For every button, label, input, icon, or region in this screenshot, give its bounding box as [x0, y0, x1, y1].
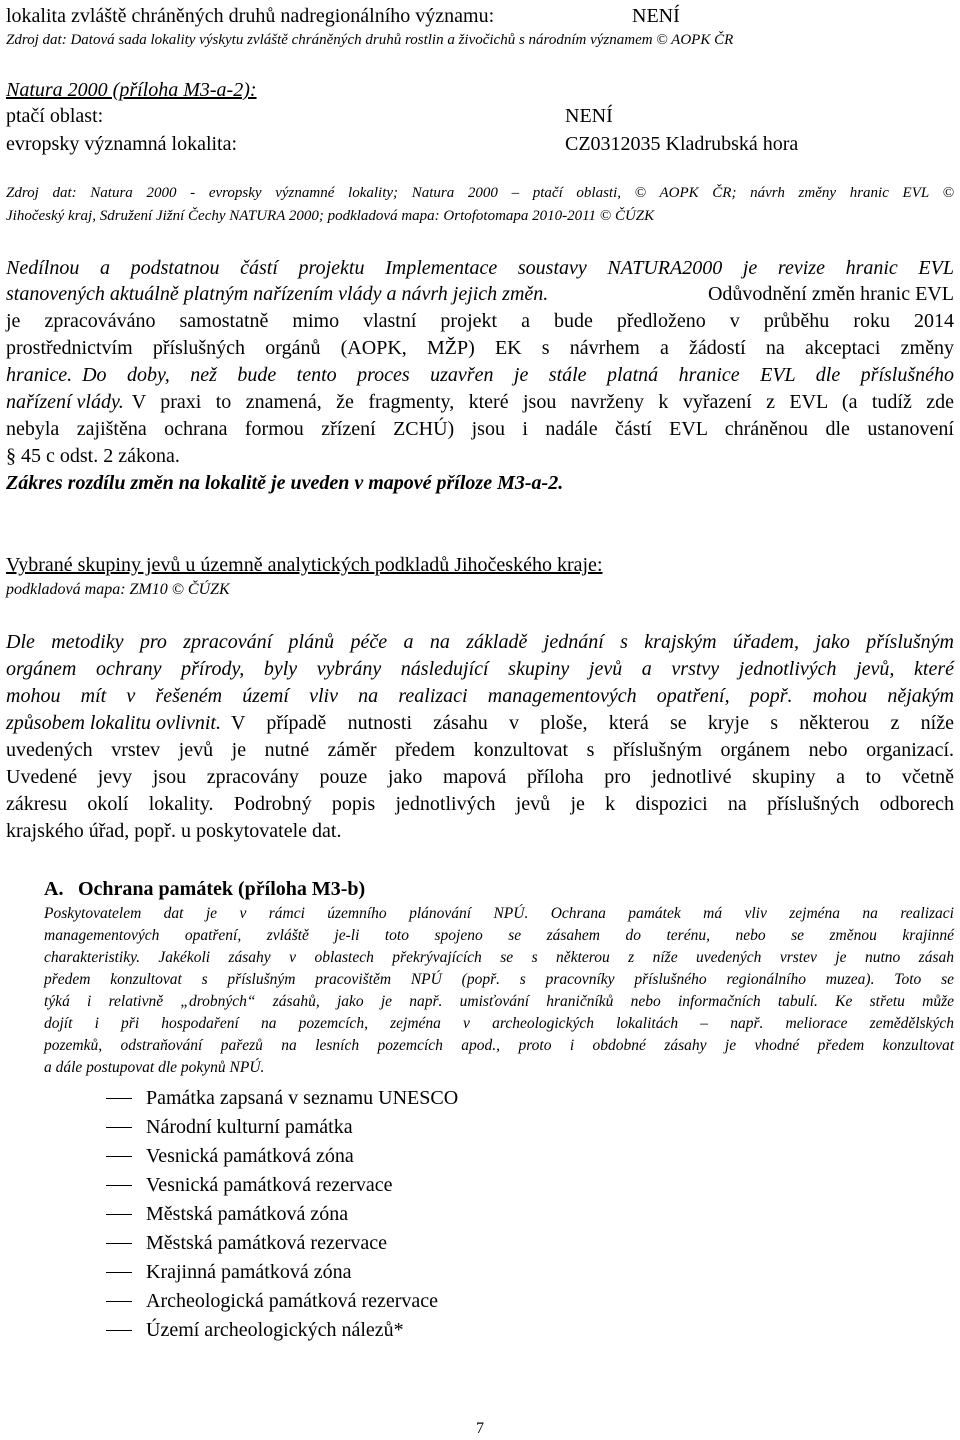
groups-line-8: krajského úřad, popř. u poskytovatele dat. — [6, 820, 342, 842]
section-a-line-7: a dále postupovat dle pokynů NPÚ. — [44, 1059, 265, 1076]
groups-line-0: Dle metodiky pro zpracování plánů péče a na základě jednání s krajským úřadem, jako příslušným — [6, 631, 954, 653]
dash-icon — [106, 1214, 132, 1216]
page-number: 7 — [476, 1420, 484, 1437]
list-item — [106, 1115, 353, 1139]
list-item — [106, 1318, 404, 1342]
section-a-marker: A. — [44, 878, 64, 900]
groups-line-5: uvedených vrstev jevů je nutné záměr předem konzultovat s příslušným orgánem nebo organizací. — [6, 739, 954, 761]
p1-line-9: nebyla zajištěna ochrana formou zřízení ZCHÚ) jsou i nadále částí EVL chráněnou dle ustanovení — [6, 418, 954, 440]
list-item-label: Památka zapsaná v seznamu UNESCO — [146, 1087, 459, 1109]
list-item-label: Městská památková zóna — [146, 1203, 349, 1225]
groups-line-3a: způsobem lokalitu ovlivnit. — [6, 712, 221, 734]
p1-line-1 — [6, 282, 954, 306]
list-item-label: Území archeologických nálezů* — [146, 1319, 404, 1341]
section-a-line-6: pozemků, odstraňování pařezů na lesních pozemcích apod., proto i obdobné zásahy je vhodné předem konzultovat — [44, 1037, 954, 1054]
section-a-line-2: charakteristiky. Jakékoli zásahy v oblastech překrývajících se s některou z níže uvedených vrstev je nutno zásah — [44, 949, 954, 966]
dash-icon — [106, 1243, 132, 1245]
natura-row-label-0: ptačí oblast: — [6, 105, 104, 127]
groups-line-1: orgánem ochrany přírody, byly vybrány následující skupiny jevů a vrstvy jednotlivých jevů, které — [6, 658, 954, 680]
list-item-label: Národní kulturní památka — [146, 1116, 353, 1138]
p1-line-7a: nařízení vlády. — [6, 391, 124, 413]
section-a-line-3: předem konzultovat s příslušným pracovištěm NPÚ (popř. s pracovníky příslušného regionálního muzea). Toto se — [44, 971, 954, 988]
groups-line-3 — [6, 711, 954, 735]
dash-icon — [106, 1098, 132, 1100]
list-item — [106, 1202, 348, 1226]
dash-icon — [106, 1272, 132, 1274]
groups-line-7: zákresu okolí lokality. Podrobný popis jednotlivých jevů je k dispozici na příslušných odborech — [6, 793, 954, 815]
groups-line-2: mohou mít v řešeném území vliv na realizaci managementových opatření, popř. mohou nějakým — [6, 685, 954, 707]
list-item — [106, 1144, 354, 1168]
list-item — [106, 1260, 351, 1284]
p1-line-5a: hranice. — [6, 364, 73, 386]
natura-row-value-1: CZ0312035 Kladrubská hora — [565, 133, 799, 155]
list-item-label: Krajinná památková zóna — [146, 1261, 352, 1283]
natura-source-line-1: Jihočeský kraj, Sdružení Jižní Čechy NATURA 2000; podkladová mapa: Ortofotomapa 2010-2011 © ČÚZK — [6, 208, 655, 224]
list-item — [106, 1231, 387, 1255]
natura-row-label-1: evropsky významná lokalita: — [6, 133, 238, 155]
groups-line-6: Uvedené jevy jsou zpracovány pouze jako mapová příloha pro jednotlivé skupiny a to včetně — [6, 766, 954, 788]
section-a-line-4: týká i relativně „drobných“ zásahů, jako je např. umisťování hraničníků nebo informačních tabulí. Ke střetu může — [44, 993, 954, 1010]
p1-line-7b: V praxi to znamená, že fragmenty, které jsou navrženy k vyřazení z EVL (a tudíž zde — [131, 391, 954, 413]
section-a-line-5: dojít i při hospodaření na pozemcích, zejména v archeologických lokalitách – např. meliorace zemědělských — [44, 1015, 954, 1032]
p1-bold-line: Zákres rozdílu změn na lokalitě je uveden v mapové příloze M3-a-2. — [6, 472, 564, 494]
list-item-label: Vesnická památková zóna — [146, 1145, 354, 1167]
list-item-label: Archeologická památková rezervace — [146, 1290, 439, 1312]
groups-line-3b: V případě nutnosti zásahu v ploše, která se kryje s některou z níže — [230, 712, 954, 734]
lokalita-label: lokalita zvláště chráněných druhů nadregionálního významu: — [6, 5, 495, 27]
p1-line-4: prostřednictvím příslušných orgánů (AOPK, MŽP) EK s návrhem a žádostí na akceptaci změny — [6, 337, 954, 359]
natura-source-line-0: Zdroj dat: Natura 2000 - evropsky významné lokality; Natura 2000 – ptačí oblasti, © AOPK ČR; návrh změny hranic EVL © — [6, 185, 954, 201]
dash-icon — [106, 1330, 132, 1332]
list-item — [106, 1289, 438, 1313]
p1-line-0: Nedílnou a podstatnou částí projektu Implementace soustavy NATURA2000 je revize hranic EVL — [6, 257, 954, 279]
groups-heading: Vybrané skupiny jevů u územně analytických podkladů Jihočeského kraje: — [6, 554, 603, 576]
list-item-label: Vesnická památková rezervace — [146, 1174, 393, 1196]
p1-line-1a: stanovených aktuálně platným nařízením vlády a návrh jejich změn. — [6, 283, 549, 305]
dash-icon — [106, 1127, 132, 1129]
groups-source: podkladová mapa: ZM10 © ČÚZK — [6, 581, 230, 598]
p1-line-10: § 45 c odst. 2 zákona. — [6, 445, 180, 467]
dash-icon — [106, 1301, 132, 1303]
dash-icon — [106, 1185, 132, 1187]
list-item — [106, 1086, 458, 1110]
p1-line-1b: Odůvodnění změn hranic EVL — [707, 283, 954, 305]
section-a-line-0: Poskytovatelem dat je v rámci územního plánování NPÚ. Ochrana památek má vliv zejména na realizaci — [44, 905, 954, 922]
list-item-label: Městská památková rezervace — [146, 1232, 387, 1254]
p1-line-7 — [6, 390, 954, 414]
natura-heading: Natura 2000 (příloha M3-a-2): — [6, 79, 257, 101]
p1-line-3: je zpracováváno samostatně mimo vlastní projekt a bude předloženo v průběhu roku 2014 — [6, 310, 954, 332]
dash-icon — [106, 1156, 132, 1158]
lokalita-source: Zdroj dat: Datová sada lokality výskytu zvláště chráněných druhů rostlin a živočichů s národním významem © AOPK ČR — [6, 32, 734, 48]
section-a-line-1: managementových opatření, zvláště je-li toto spojeno se zásahem do terénu, nebo se změnou krajinné — [44, 927, 954, 944]
natura-row-value-0: NENÍ — [565, 105, 613, 127]
p1-line-5 — [6, 363, 954, 387]
list-item — [106, 1173, 393, 1197]
lokalita-value: NENÍ — [632, 5, 680, 27]
section-a-heading: Ochrana památek (příloha M3-b) — [78, 878, 366, 900]
p1-line-5b: Do doby, než bude tento proces uzavřen je stále platná hranice EVL dle příslušného — [82, 364, 954, 386]
